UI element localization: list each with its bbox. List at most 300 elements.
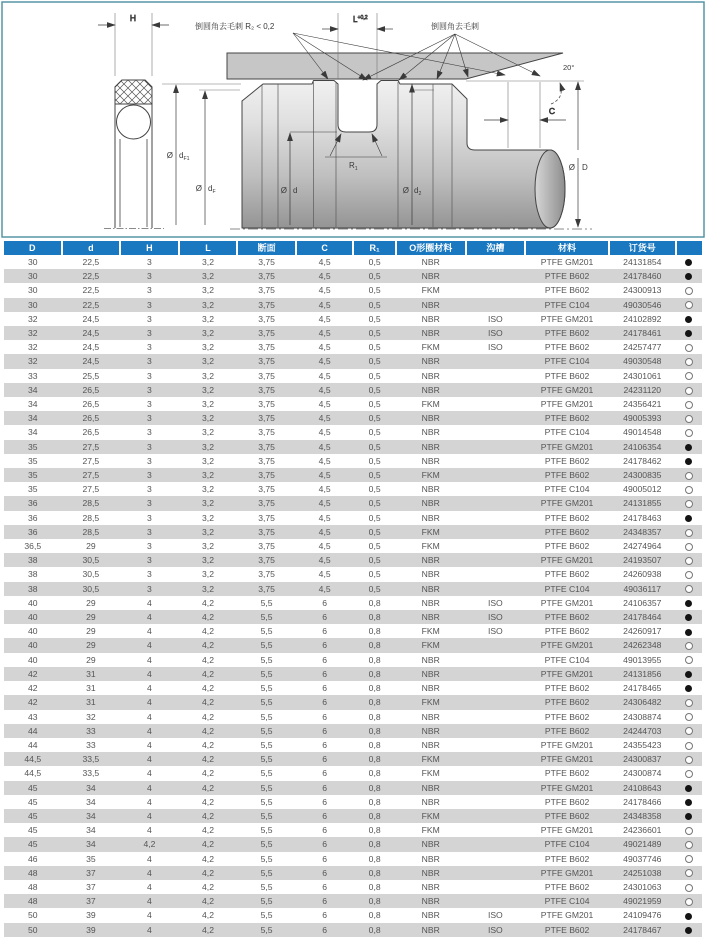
availability-cell: [676, 866, 702, 880]
table-cell: 6: [322, 754, 328, 765]
table-cell: 6: [322, 597, 328, 608]
availability-dot: [685, 415, 693, 423]
table-cell: NBR: [421, 555, 440, 566]
availability-cell: [676, 425, 702, 439]
table-cell: 5,5: [260, 825, 273, 836]
table-cell: ISO: [487, 328, 503, 339]
table-cell: [466, 298, 526, 312]
table-cell: 0,8: [368, 810, 381, 821]
table-cell: 24,5: [82, 313, 100, 324]
availability-dot: [685, 571, 693, 579]
table-cell: 3: [147, 427, 152, 438]
table-cell: 35: [28, 484, 38, 495]
table-cell: 3,2: [202, 455, 214, 466]
table-cell: 3,75: [258, 370, 275, 381]
availability-dot: [685, 656, 693, 664]
table-cell: 3,75: [258, 328, 275, 339]
table-cell: 0,8: [368, 924, 381, 935]
table-cell: 5,5: [260, 853, 273, 864]
table-cell: 24300837: [623, 754, 662, 765]
table-cell: 4: [147, 924, 152, 935]
availability-dot: [685, 429, 693, 437]
availability-dot: [685, 727, 693, 735]
table-cell: 4,2: [202, 654, 214, 665]
table-cell: 4: [147, 654, 152, 665]
table-cell: 4,5: [318, 356, 331, 367]
table-cell: PTFE GM201: [540, 782, 594, 793]
table-cell: 0,8: [368, 910, 381, 921]
rod-end-face: [535, 150, 565, 228]
table-cell: 4,2: [202, 782, 214, 793]
table-cell: 3: [147, 541, 152, 552]
table-row: [4, 681, 702, 695]
table-cell: ISO: [487, 612, 503, 623]
table-cell: 0,5: [368, 328, 381, 339]
table-cell: 22,5: [82, 271, 100, 282]
table-row: [4, 823, 702, 837]
table-cell: [466, 695, 526, 709]
table-cell: [466, 582, 526, 596]
table-row: [4, 553, 702, 567]
table-cell: 40: [28, 626, 38, 637]
table-cell: 6: [322, 881, 328, 892]
table-row: [4, 468, 702, 482]
table-cell: 5,5: [260, 881, 273, 892]
table-cell: [466, 354, 526, 368]
availability-dot: [685, 913, 692, 920]
table-row: [4, 255, 702, 269]
column-header: O形圈材料: [396, 241, 466, 255]
dim-dF1: [162, 84, 241, 225]
table-cell: 34: [86, 839, 96, 850]
table-cell: 6: [322, 739, 328, 750]
table-cell: 24260917: [623, 626, 662, 637]
table-cell: 24251038: [623, 867, 662, 878]
column-header: 订货号: [609, 241, 676, 255]
table-row: [4, 283, 702, 297]
availability-cell: [676, 752, 702, 766]
table-cell: 45: [28, 782, 38, 793]
h-label: H: [129, 13, 137, 23]
table-row: [4, 340, 702, 354]
table-cell: 34: [86, 796, 96, 807]
table-cell: 0,5: [368, 257, 381, 267]
table-cell: FKM: [421, 768, 440, 779]
table-row: [4, 908, 702, 922]
table-cell: PTFE C104: [544, 356, 590, 367]
table-cell: 4: [147, 910, 152, 921]
table-cell: 34: [86, 810, 96, 821]
table-cell: 6: [322, 924, 328, 935]
table-cell: 24178461: [623, 328, 662, 339]
availability-dot: [685, 869, 693, 877]
dim-H: [98, 13, 169, 76]
table-cell: PTFE B602: [544, 768, 590, 779]
table-cell: 24348358: [623, 810, 662, 821]
table-cell: NBR: [421, 881, 440, 892]
table-cell: 0,8: [368, 640, 381, 651]
table-cell: 49036117: [623, 583, 662, 594]
table-cell: 24178467: [623, 924, 662, 935]
table-cell: 29: [86, 541, 96, 552]
table-cell: [466, 525, 526, 539]
table-cell: 6: [322, 782, 328, 793]
table-cell: 35: [28, 455, 38, 466]
table-cell: 4,2: [143, 839, 156, 850]
table-cell: 29: [86, 654, 96, 665]
table-cell: 35: [28, 470, 38, 481]
table-cell: 4: [147, 881, 152, 892]
table-cell: [466, 411, 526, 425]
table-cell: 3,2: [202, 384, 214, 395]
table-cell: NBR: [421, 257, 440, 267]
table-cell: 5,5: [260, 910, 273, 921]
table-cell: 6: [322, 825, 328, 836]
table-cell: NBR: [421, 328, 440, 339]
column-header: H: [120, 241, 179, 255]
table-cell: 0,8: [368, 867, 381, 878]
table-cell: 3: [147, 313, 152, 324]
table-cell: PTFE GM201: [540, 555, 594, 566]
column-header: C: [296, 241, 354, 255]
svg-text:Ø: Ø: [402, 186, 409, 195]
table-cell: 0,8: [368, 597, 381, 608]
table-cell: 4,5: [318, 441, 331, 452]
table-cell: [466, 738, 526, 752]
svg-text:倒圆角去毛刺 R₂ < 0,2: 倒圆角去毛刺 R₂ < 0,2: [195, 22, 275, 31]
table-cell: NBR: [421, 413, 440, 424]
table-cell: FKM: [421, 810, 440, 821]
table-cell: 31: [86, 683, 96, 694]
table-cell: 31: [86, 668, 96, 679]
table-cell: 40: [28, 654, 38, 665]
table-row: [4, 894, 702, 908]
table-cell: [466, 638, 526, 652]
table-cell: 4: [147, 810, 152, 821]
table-cell: 24178460: [623, 271, 662, 282]
table-cell: 0,5: [368, 399, 381, 410]
table-cell: [466, 482, 526, 496]
availability-cell: [676, 724, 702, 738]
table-cell: 4,2: [202, 853, 214, 864]
table-cell: [466, 383, 526, 397]
table-cell: FKM: [421, 825, 440, 836]
column-header: [676, 241, 702, 255]
table-cell: 3,75: [258, 342, 275, 353]
table-cell: 22,5: [82, 285, 100, 296]
table-cell: 5,5: [260, 597, 273, 608]
table-cell: 3,75: [258, 427, 275, 438]
table-cell: 30: [28, 299, 38, 310]
table-cell: 27,5: [82, 441, 100, 452]
table-cell: [466, 866, 526, 880]
table-cell: PTFE C104: [544, 839, 590, 850]
table-cell: 48: [28, 867, 38, 878]
table-cell: 6: [322, 640, 328, 651]
table-cell: 38: [28, 569, 38, 580]
table-cell: 3,2: [202, 285, 214, 296]
table-cell: 3,2: [202, 413, 214, 424]
table-cell: 5,5: [260, 924, 273, 935]
table-cell: NBR: [421, 910, 440, 921]
availability-dot: [685, 529, 693, 537]
availability-dot: [685, 629, 692, 636]
table-cell: 24244703: [623, 725, 662, 736]
availability-cell: [676, 539, 702, 553]
table-cell: 33: [86, 739, 96, 750]
column-header: L: [179, 241, 238, 255]
table-cell: 26,5: [82, 427, 100, 438]
table-cell: 0,8: [368, 668, 381, 679]
table-cell: 4,5: [318, 470, 331, 481]
table-cell: 3,75: [258, 455, 275, 466]
seal-cross-section: [104, 80, 164, 229]
table-cell: 28,5: [82, 498, 100, 509]
dim-D: [569, 82, 588, 227]
table-cell: FKM: [421, 754, 440, 765]
table-cell: 0,5: [368, 526, 381, 537]
table-cell: 35: [28, 441, 38, 452]
table-cell: 0,5: [368, 413, 381, 424]
elastomer-hatch: [115, 80, 152, 104]
table-cell: NBR: [421, 356, 440, 367]
table-cell: [466, 283, 526, 297]
table-cell: 3,2: [202, 583, 214, 594]
availability-cell: [676, 781, 702, 795]
table-cell: 3,2: [202, 313, 214, 324]
table-cell: 0,5: [368, 541, 381, 552]
availability-cell: [676, 496, 702, 510]
table-cell: 33,5: [82, 754, 100, 765]
table-cell: 4,2: [202, 768, 214, 779]
table-cell: 0,8: [368, 839, 381, 850]
table-cell: [466, 752, 526, 766]
table-cell: 0,5: [368, 441, 381, 452]
table-cell: 4: [147, 782, 152, 793]
table-cell: 24301061: [623, 370, 662, 381]
table-cell: 5,5: [260, 739, 273, 750]
availability-dot: [685, 515, 692, 522]
table-cell: 24,5: [82, 356, 100, 367]
table-cell: 0,8: [368, 683, 381, 694]
availability-cell: [676, 511, 702, 525]
table-cell: 3,2: [202, 512, 214, 523]
table-body: [4, 255, 702, 937]
table-cell: 6: [322, 697, 328, 708]
table-cell: 0,5: [368, 356, 381, 367]
table-cell: 24109476: [623, 910, 662, 921]
table-cell: 24231120: [623, 384, 662, 395]
table-cell: 4,5: [318, 455, 331, 466]
column-header: R₁: [353, 241, 395, 255]
table-cell: NBR: [421, 384, 440, 395]
table-cell: NBR: [421, 725, 440, 736]
table-cell: 3,2: [202, 498, 214, 509]
table-row: [4, 624, 702, 638]
table-cell: 24178462: [623, 455, 662, 466]
table-cell: 0,5: [368, 384, 381, 395]
table-cell: NBR: [421, 839, 440, 850]
table-cell: 4,2: [202, 597, 214, 608]
table-cell: PTFE GM201: [540, 910, 594, 921]
table-cell: 5,5: [260, 867, 273, 878]
table-cell: 6: [322, 853, 328, 864]
table-cell: 4,2: [202, 796, 214, 807]
availability-cell: [676, 369, 702, 383]
table-cell: [466, 468, 526, 482]
table-row: [4, 752, 702, 766]
table-cell: 0,5: [368, 285, 381, 296]
table-cell: 3,2: [202, 427, 214, 438]
availability-cell: [676, 880, 702, 894]
table-cell: 33,5: [82, 768, 100, 779]
table-cell: PTFE B602: [544, 612, 590, 623]
table-cell: 24193507: [623, 555, 662, 566]
table-cell: 3: [147, 455, 152, 466]
table-row: [4, 738, 702, 752]
table-row: [4, 411, 702, 425]
column-header: d: [62, 241, 121, 255]
table-cell: 26,5: [82, 384, 100, 395]
table-cell: [466, 539, 526, 553]
table-cell: FKM: [421, 526, 440, 537]
table-cell: PTFE GM201: [540, 498, 594, 509]
table-cell: 48: [28, 881, 38, 892]
table-cell: 5,5: [260, 640, 273, 651]
table-cell: 5,5: [260, 697, 273, 708]
table-cell: 3: [147, 569, 152, 580]
table-cell: 32: [28, 342, 38, 353]
l-label: $L^{+0,2}$: [353, 15, 368, 24]
table-cell: 3,75: [258, 299, 275, 310]
table-row: [4, 525, 702, 539]
availability-dot: [685, 387, 693, 395]
table-cell: NBR: [421, 597, 440, 608]
table-cell: 39: [86, 910, 96, 921]
availability-dot: [685, 671, 692, 678]
table-row: [4, 269, 702, 283]
table-cell: 0,5: [368, 512, 381, 523]
availability-cell: [676, 468, 702, 482]
table-cell: 6: [322, 668, 328, 679]
table-cell: 3,75: [258, 285, 275, 296]
table-cell: 4,2: [202, 810, 214, 821]
table-cell: 6: [322, 683, 328, 694]
table-cell: 34: [86, 825, 96, 836]
table-cell: 49037746: [623, 853, 662, 864]
availability-cell: [676, 312, 702, 326]
table-cell: NBR: [421, 924, 440, 935]
table-cell: PTFE B602: [544, 810, 590, 821]
table-cell: 6: [322, 910, 328, 921]
table-cell: 24300913: [623, 285, 662, 296]
table-cell: PTFE GM201: [540, 825, 594, 836]
table-row: [4, 653, 702, 667]
table-cell: 40: [28, 597, 38, 608]
dim-C: [484, 82, 566, 148]
table-cell: NBR: [421, 668, 440, 679]
table-cell: NBR: [421, 796, 440, 807]
table-cell: 4,2: [202, 825, 214, 836]
table-cell: 24108643: [623, 782, 662, 793]
table-cell: 3,2: [202, 356, 214, 367]
table-cell: 49021959: [623, 896, 662, 907]
table-cell: 0,5: [368, 583, 381, 594]
table-cell: PTFE C104: [544, 896, 590, 907]
table-cell: 3,75: [258, 555, 275, 566]
table-cell: PTFE GM201: [540, 739, 594, 750]
table-row: [4, 795, 702, 809]
table-cell: 30: [28, 271, 38, 282]
table-cell: 4,2: [202, 612, 214, 623]
table-cell: 3,75: [258, 512, 275, 523]
table-cell: 24355423: [623, 739, 662, 750]
table-cell: 34: [28, 413, 38, 424]
table-cell: 4,5: [318, 399, 331, 410]
table-cell: 3: [147, 413, 152, 424]
table-cell: 0,5: [368, 555, 381, 566]
availability-cell: [676, 411, 702, 425]
table-cell: 0,5: [368, 498, 381, 509]
availability-cell: [676, 695, 702, 709]
table-cell: NBR: [421, 569, 440, 580]
table-cell: 49005012: [623, 484, 662, 495]
table-cell: 4,2: [202, 697, 214, 708]
table-cell: 3: [147, 271, 152, 282]
table-cell: 3,75: [258, 541, 275, 552]
table-row: [4, 923, 702, 937]
availability-dot: [685, 685, 692, 692]
table-cell: 3,75: [258, 313, 275, 324]
table-cell: 4,5: [318, 285, 331, 296]
table-cell: 0,8: [368, 825, 381, 836]
table-cell: [466, 766, 526, 780]
table-cell: PTFE B602: [544, 370, 590, 381]
availability-dot: [685, 358, 693, 366]
table-cell: 4: [147, 683, 152, 694]
availability-cell: [676, 269, 702, 283]
table-row: [4, 511, 702, 525]
table-row: [4, 354, 702, 368]
table-cell: 4,5: [318, 342, 331, 353]
table-cell: 0,5: [368, 427, 381, 438]
availability-dot: [685, 713, 693, 721]
table-cell: 3: [147, 441, 152, 452]
table-cell: PTFE GM201: [540, 668, 594, 679]
availability-dot: [685, 742, 693, 750]
table-cell: 27,5: [82, 470, 100, 481]
table-cell: 3,2: [202, 342, 214, 353]
table-cell: 4,5: [318, 413, 331, 424]
table-cell: 3: [147, 484, 152, 495]
availability-cell: [676, 454, 702, 468]
table-cell: 3,2: [202, 526, 214, 537]
table-cell: 45: [28, 839, 38, 850]
svg-text:d: d: [293, 186, 298, 195]
availability-cell: [676, 440, 702, 454]
table-cell: 3,75: [258, 441, 275, 452]
table-cell: 0,8: [368, 697, 381, 708]
table-cell: 0,5: [368, 569, 381, 580]
availability-cell: [676, 653, 702, 667]
table-cell: 6: [322, 626, 328, 637]
table-cell: 4: [147, 668, 152, 679]
table-row: [4, 866, 702, 880]
table-cell: 3,2: [202, 541, 214, 552]
table-cell: [466, 852, 526, 866]
table-cell: 5,5: [260, 768, 273, 779]
table-cell: 44,5: [24, 768, 42, 779]
